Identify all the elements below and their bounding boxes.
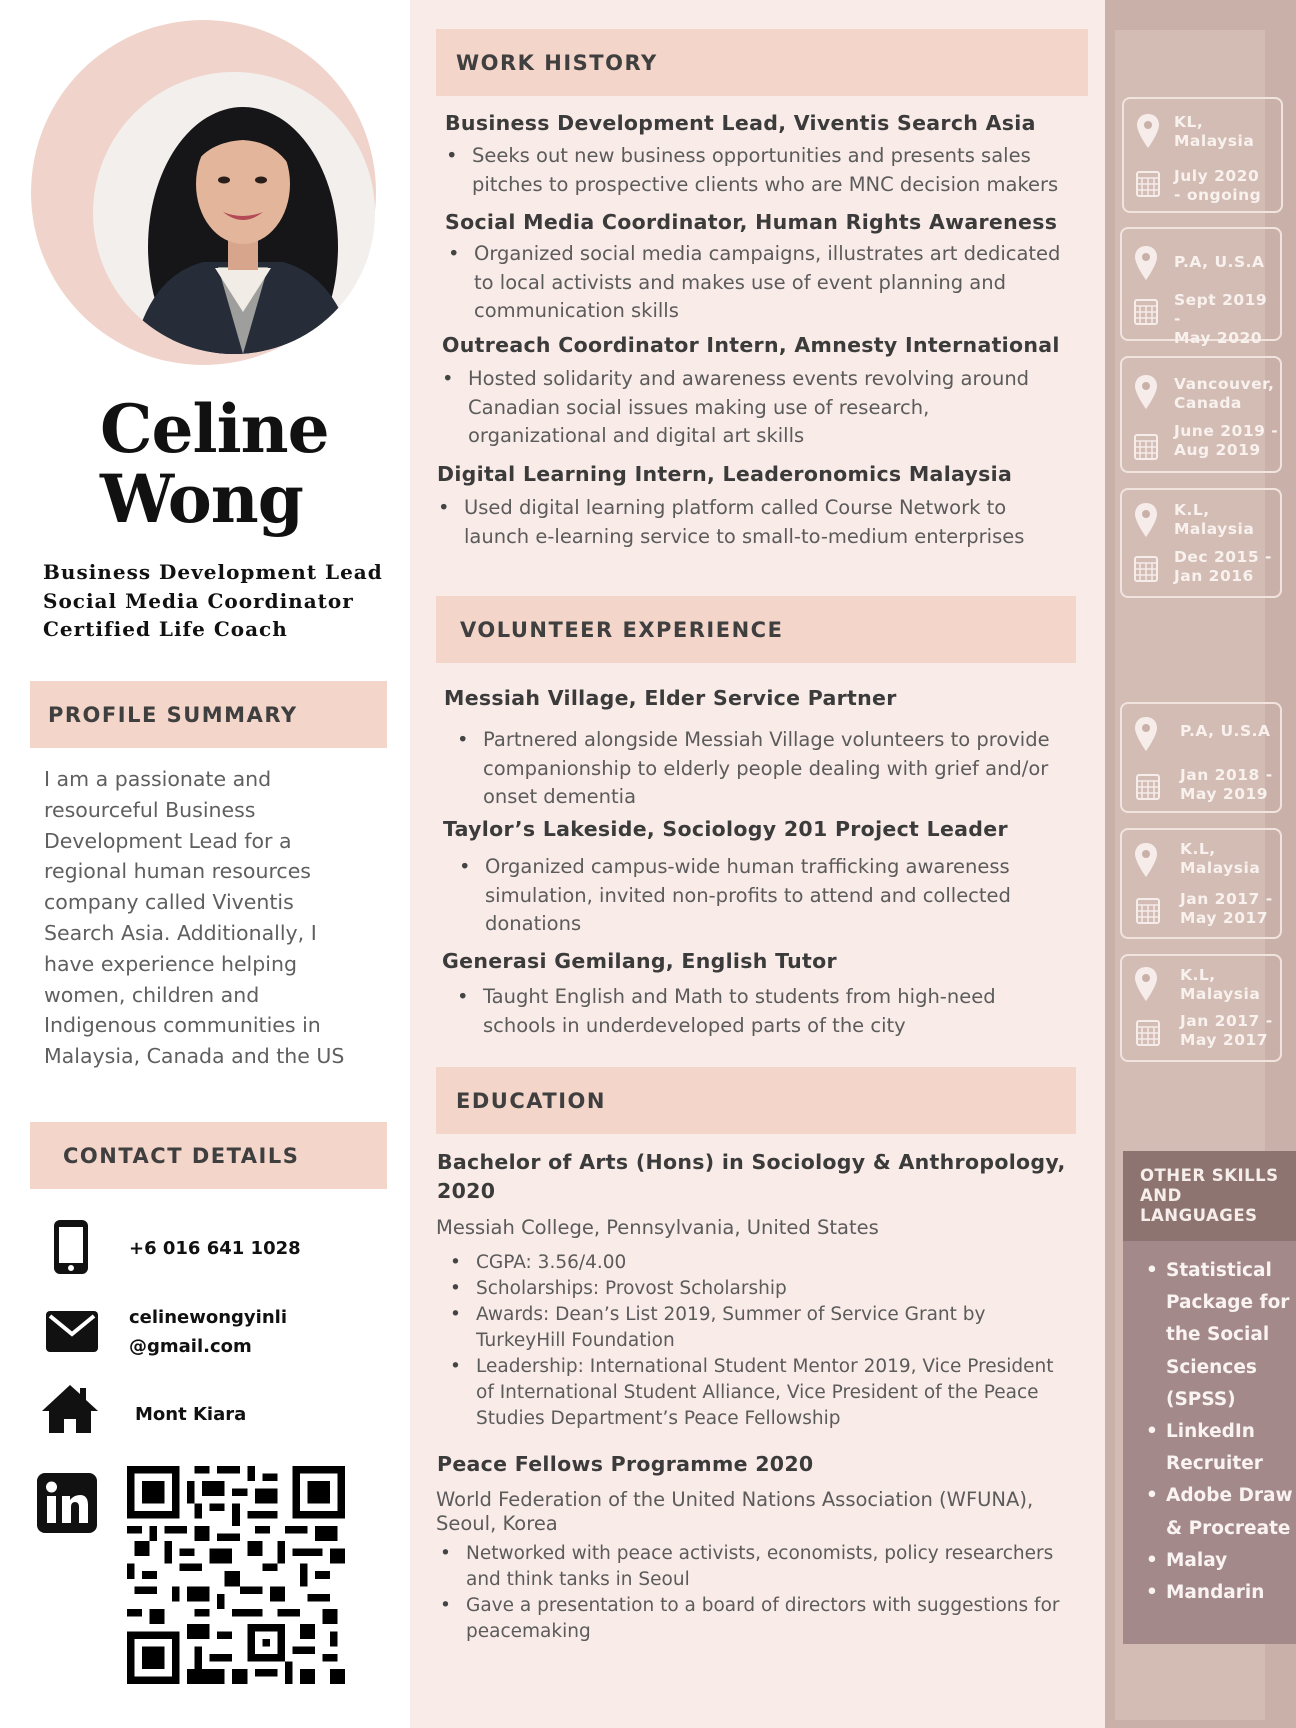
bullet-line: • Hosted solidarity and awareness events revolving around — [468, 367, 1030, 390]
bullet-line: of International Student Alliance, Vice President of the Peace — [476, 1382, 1039, 1403]
qr-code[interactable] — [127, 1466, 345, 1684]
calendar-icon — [1134, 432, 1158, 460]
timeline-card — [1120, 702, 1282, 813]
bullet-line: simulation, invited non-profits to attend and collected — [485, 883, 1011, 907]
phone-number[interactable]: +6 016 641 1028 — [129, 1238, 301, 1259]
summary-line: resourceful Business — [44, 797, 256, 822]
summary-line: I am a passionate and — [44, 767, 272, 791]
timeline-date — [1174, 548, 1272, 586]
last-name: Wong — [100, 460, 303, 538]
bullet-item — [472, 142, 1092, 199]
date-line: July 2020 — [1174, 167, 1260, 185]
heading-line: OTHER SKILLS — [1140, 1166, 1279, 1185]
timeline-place — [1174, 501, 1254, 539]
summary-line: have experience helping — [44, 951, 297, 976]
summary-line: Malaysia, Canada and the US — [44, 1044, 345, 1069]
skill-line: • Adobe Draw — [1166, 1485, 1293, 1507]
skill-line: Recruiter — [1166, 1453, 1263, 1475]
bullet-item — [468, 365, 1088, 451]
job-description — [472, 142, 1092, 199]
location-pin-icon — [1136, 113, 1160, 149]
bullet-item — [476, 1354, 1096, 1432]
volunteer-title: Messiah Village, Elder Service Partner — [444, 686, 897, 710]
title-line: Social Media Coordinator — [43, 588, 354, 613]
contact-details-heading: CONTACT DETAILS — [30, 1122, 387, 1189]
bullet-line: • CGPA: 3.56/4.00 — [476, 1252, 627, 1273]
program-details — [466, 1541, 1096, 1645]
bullet-item — [466, 1593, 1096, 1645]
skill-item — [1166, 1577, 1294, 1609]
place-line: Malaysia — [1180, 985, 1261, 1003]
calendar-icon — [1136, 772, 1160, 800]
school-name: Messiah College, Pennsylvania, United States — [436, 1216, 879, 1239]
job-description — [464, 494, 1084, 551]
timeline-place — [1174, 375, 1274, 413]
location-pin-icon — [1134, 374, 1158, 410]
date-line: May 2017 — [1180, 1031, 1269, 1049]
location-pin-icon — [1134, 716, 1158, 752]
timeline-card — [1120, 227, 1282, 347]
skill-line: • Statistical — [1166, 1260, 1272, 1281]
place-line: Vancouver, — [1174, 375, 1275, 393]
bullet-line: pitches to prospective clients who are MNC decision makers — [472, 172, 1059, 196]
education-details — [476, 1250, 1096, 1432]
skill-item — [1166, 1255, 1294, 1416]
bullet-line: onset dementia — [483, 785, 637, 808]
skill-line: Package for — [1166, 1292, 1290, 1314]
email-address[interactable] — [129, 1303, 287, 1361]
volunteer-title: Taylor’s Lakeside, Sociology 201 Project Leader — [443, 817, 1008, 841]
job-description — [468, 365, 1088, 451]
calendar-icon — [1134, 554, 1158, 582]
profile-photo — [93, 72, 375, 354]
bullet-line: • Organized social media campaigns, illustrates art dedicated — [474, 242, 1061, 265]
skill-line: the Social — [1166, 1324, 1270, 1346]
title-line: Business Development Lead — [43, 560, 383, 584]
bullet-line: • Scholarships: Provost Scholarship — [476, 1278, 787, 1299]
skill-line: (SPSS) — [1166, 1388, 1236, 1410]
calendar-icon — [1136, 896, 1160, 924]
place-line: P.A, U.S.A — [1180, 722, 1271, 740]
date-line: - ongoing — [1174, 186, 1262, 204]
volunteer-description — [483, 983, 1093, 1040]
profile-summary-heading: PROFILE SUMMARY — [30, 681, 387, 748]
timeline-place — [1180, 722, 1271, 741]
skill-item — [1166, 1480, 1294, 1544]
location-pin-icon — [1134, 966, 1158, 1002]
bullet-line: companionship to elderly people dealing with grief and/or — [483, 756, 1049, 780]
bullet-line: and think tanks in Seoul — [466, 1569, 690, 1590]
heading-line: AND — [1140, 1186, 1182, 1205]
timeline-card — [1122, 97, 1283, 213]
summary-line: Indigenous communities in — [44, 1013, 321, 1038]
place-line: P.A, U.S.A — [1174, 253, 1265, 271]
timeline-place — [1180, 966, 1260, 1004]
timeline-date — [1174, 167, 1261, 205]
phone-icon — [53, 1219, 89, 1275]
work-history-heading: WORK HISTORY — [436, 29, 1088, 96]
bullet-item — [476, 1302, 1096, 1354]
bullet-line: peacemaking — [466, 1621, 591, 1642]
date-line: Jan 2017 - — [1180, 890, 1273, 908]
program-title: Peace Fellows Programme 2020 — [437, 1452, 814, 1476]
date-line: Aug 2019 — [1174, 441, 1261, 459]
bullet-line: Canadian social issues making use of research, — [468, 395, 930, 419]
volunteer-description — [485, 853, 1095, 939]
first-name: Celine — [100, 390, 329, 468]
location-pin-icon — [1134, 502, 1158, 538]
bullet-line: launch e-learning service to small-to-medium enterprises — [464, 524, 1025, 548]
volunteer-title: Generasi Gemilang, English Tutor — [442, 949, 837, 973]
profile-summary-text — [44, 764, 364, 1072]
person-name — [100, 390, 329, 538]
date-line: June 2019 - — [1174, 422, 1279, 440]
bullet-item — [476, 1250, 1096, 1276]
bullet-line: • Used digital learning platform called Course Network to — [464, 496, 1007, 519]
skill-item — [1166, 1416, 1294, 1480]
linkedin-icon[interactable] — [37, 1473, 97, 1533]
bullet-item — [466, 1541, 1096, 1593]
bullet-line: • Networked with peace activists, economists, policy researchers — [466, 1543, 1054, 1564]
timeline-card — [1120, 954, 1282, 1062]
job-title: Digital Learning Intern, Leaderonomics Malaysia — [437, 462, 1013, 486]
timeline-place — [1174, 253, 1265, 272]
timeline-date — [1174, 422, 1278, 460]
date-line: Jan 2016 — [1174, 567, 1254, 585]
bullet-line: schools in underdeveloped parts of the city — [483, 1013, 906, 1037]
home-icon — [40, 1383, 100, 1435]
education-heading: EDUCATION — [436, 1067, 1076, 1134]
home-location: Mont Kiara — [135, 1404, 247, 1425]
location-pin-icon — [1134, 842, 1158, 878]
program-organization — [436, 1488, 1033, 1536]
bullet-line: communication skills — [474, 299, 679, 322]
skill-line: • LinkedIn — [1166, 1421, 1255, 1443]
timeline-date — [1180, 1012, 1273, 1050]
summary-line: Development Lead for a — [44, 828, 292, 853]
timeline-date — [1180, 890, 1273, 928]
date-line: Sept 2019 - — [1174, 291, 1268, 328]
bullet-item — [485, 853, 1095, 939]
org-line: Seoul, Korea — [436, 1512, 558, 1535]
email-icon — [45, 1310, 99, 1353]
bullet-line: • Taught English and Math to students from high-need — [483, 985, 996, 1008]
job-title: Outreach Coordinator Intern, Amnesty International — [442, 333, 1060, 357]
skill-item — [1166, 1545, 1294, 1577]
bullet-item — [483, 983, 1093, 1040]
place-line: K.L, — [1180, 840, 1216, 858]
skills-list — [1166, 1255, 1294, 1609]
email-line: @gmail.com — [129, 1336, 252, 1357]
date-line: Jan 2018 - — [1180, 766, 1273, 784]
place-line: K.L, — [1180, 966, 1216, 984]
calendar-icon — [1136, 1018, 1160, 1046]
org-line: World Federation of the United Nations Association (WFUNA), — [436, 1488, 1034, 1511]
summary-line: regional human resources — [44, 859, 311, 884]
summary-line: Search Asia. Additionally, I — [44, 920, 317, 945]
calendar-icon — [1134, 297, 1158, 325]
title-line: Certified Life Coach — [43, 617, 288, 641]
place-line: K.L, — [1174, 501, 1210, 519]
date-line: Dec 2015 - — [1174, 548, 1272, 566]
place-line: KL, — [1174, 113, 1204, 131]
degree-line: Bachelor of Arts (Hons) in Sociology & Anthropology, — [437, 1150, 1066, 1174]
degree-title — [437, 1148, 1066, 1206]
timeline-date — [1174, 291, 1280, 348]
email-line: celinewongyinli — [129, 1307, 287, 1328]
timeline-card — [1120, 356, 1282, 473]
bullet-line: • Partnered alongside Messiah Village volunteers to provide — [483, 728, 1050, 751]
professional-titles — [43, 558, 383, 644]
timeline-place — [1180, 840, 1260, 878]
place-line: Malaysia — [1180, 859, 1261, 877]
place-line: Malaysia — [1174, 132, 1255, 150]
skill-line: & Procreate — [1166, 1517, 1291, 1539]
location-pin-icon — [1134, 245, 1158, 281]
summary-line: company called Viventis — [44, 890, 294, 915]
calendar-icon — [1136, 169, 1160, 197]
bullet-item — [464, 494, 1084, 551]
timeline-card — [1120, 488, 1282, 598]
skill-line: • Mandarin — [1166, 1582, 1265, 1604]
place-line: Malaysia — [1174, 520, 1255, 538]
bullet-item — [474, 240, 1094, 326]
bullet-line: Studies Department’s Peace Fellowship — [476, 1408, 841, 1429]
date-line: May 2017 — [1180, 909, 1269, 927]
job-title: Business Development Lead, Viventis Search Asia — [445, 111, 1036, 135]
place-line: Canada — [1174, 394, 1242, 412]
summary-line: women, children and — [44, 982, 260, 1007]
skill-line: • Malay — [1166, 1549, 1228, 1571]
date-line: May 2019 — [1180, 785, 1269, 803]
profile-photo-frame — [31, 20, 376, 365]
date-line: May 2020 — [1174, 329, 1263, 347]
volunteer-experience-heading: VOLUNTEER EXPERIENCE — [436, 596, 1076, 663]
bullet-line: • Seeks out new business opportunities and presents sales — [472, 144, 1031, 167]
heading-line: LANGUAGES — [1140, 1206, 1258, 1225]
bullet-line: • Organized campus-wide human trafficking awareness — [485, 855, 1010, 878]
job-description — [474, 240, 1094, 326]
bullet-line: • Leadership: International Student Mentor 2019, Vice President — [476, 1356, 1054, 1377]
bullet-line: to local activists and makes use of event planning and — [474, 270, 1006, 294]
bullet-line: organizational and digital art skills — [468, 424, 805, 447]
timeline-place — [1174, 113, 1254, 151]
job-title: Social Media Coordinator, Human Rights Awareness — [445, 210, 1058, 234]
bullet-item — [476, 1276, 1096, 1302]
bullet-line: • Awards: Dean’s List 2019, Summer of Service Grant by — [476, 1304, 986, 1325]
date-line: Jan 2017 - — [1180, 1012, 1273, 1030]
bullet-line: donations — [485, 912, 582, 935]
bullet-item — [483, 726, 1093, 812]
timeline-card — [1120, 828, 1282, 939]
bullet-line: • Gave a presentation to a board of directors with suggestions for — [466, 1595, 1060, 1616]
volunteer-description — [483, 726, 1093, 812]
skill-line: Sciences — [1166, 1356, 1257, 1378]
degree-line: 2020 — [437, 1179, 496, 1203]
timeline-date — [1180, 766, 1273, 804]
other-skills-heading — [1123, 1151, 1296, 1241]
bullet-line: TurkeyHill Foundation — [476, 1330, 675, 1351]
